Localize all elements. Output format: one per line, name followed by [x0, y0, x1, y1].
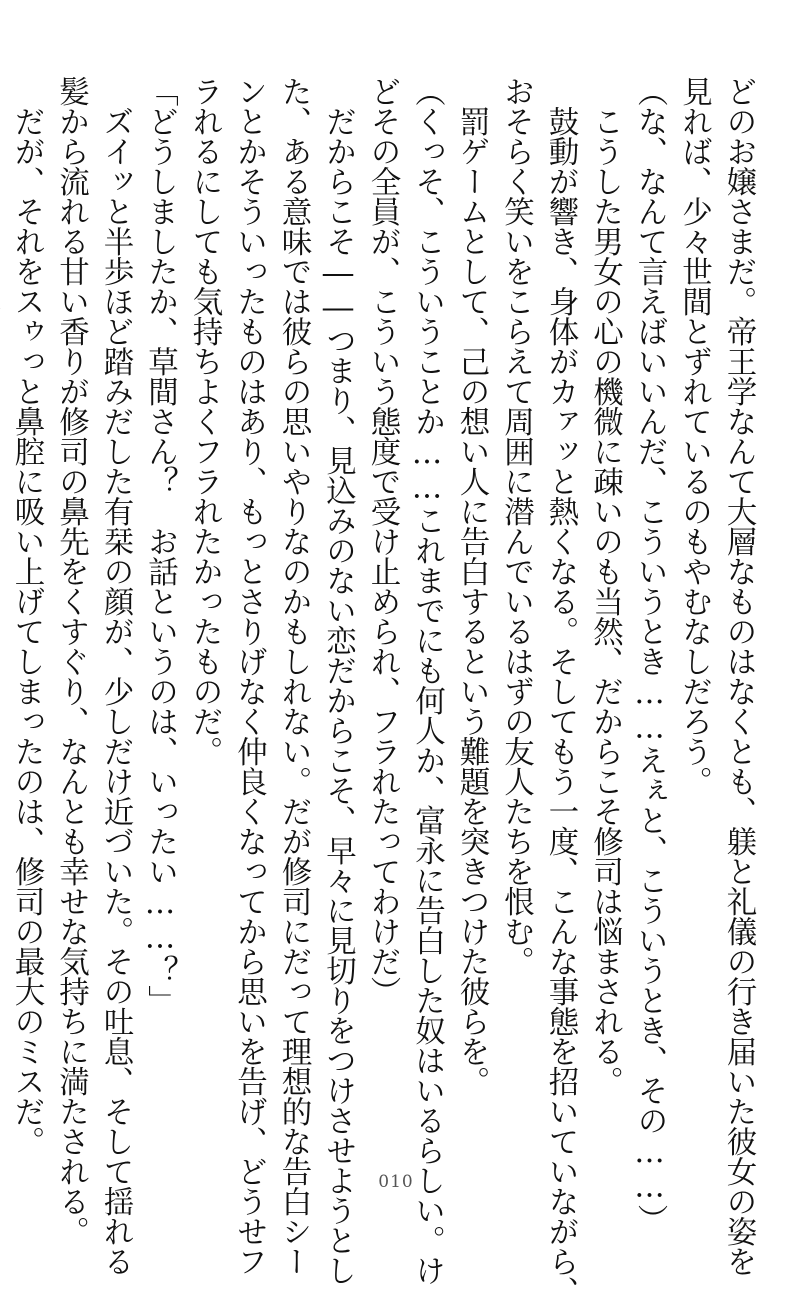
text-line: 「どうしましたか、草間さん？ お話というのは、いったい……？」	[142, 76, 178, 1015]
text-line: こうした男女の心の機微に疎いのも当然、だからこそ修司は悩まされる。	[587, 76, 623, 1096]
text-line: （な、なんて言えばいいんだ、こういうとき……えぇと、こういうとき、その……）	[632, 76, 667, 1234]
text-line: だからこそ――つまり、見込みのない恋だからこそ、早々に見切りをつけさせようとし	[320, 76, 356, 1285]
text-line: 見れば、少々世間とずれているのもやむなしだろう。	[676, 76, 712, 796]
text-line: どのお嬢さまだ。帝王学なんて大層なものはなくとも、躾と礼儀の行き届いた彼女の姿を	[721, 76, 756, 1276]
text-line: 罰ゲームとして、己の想い人に告白するという難題を突きつけた彼らを。	[454, 76, 489, 1096]
text-line: どその全員が、こういう態度で受け止められ、フラれたってわけだ）	[365, 76, 400, 1006]
text-line: ズイッと半歩ほど踏みだした有栞の顔が、少しだけ近づいた。その吐息、そして揺れる	[98, 76, 133, 1276]
text-line: だが、それをスゥっと鼻腔に吸い上げてしまったのは、修司の最大のミスだ。	[9, 76, 44, 1156]
text-line: ンとかそういったものはあり、もっとさりげなく仲良くなってから思いを告げ、どうせフ	[231, 76, 267, 1276]
text-line: ラれるにしても気持ちよくフラれたかったものだ。	[187, 76, 222, 766]
text-line: た、ある意味では彼らの思いやりなのかもしれない。だが修司にだって理想的な告白シー	[276, 76, 311, 1276]
text-line: （くっそ、こういうことか……これまでにも何人か、富永に告白した奴はいるらしい。け	[409, 76, 445, 1285]
text-line: おそらく笑いをこらえて周囲に潜んでいるはずの友人たちを恨む。	[498, 76, 534, 976]
text-line: 髪から流れる甘い香りが修司の鼻先をくすぐり、なんとも幸せな気持ちに満たされる。	[53, 76, 89, 1246]
text-line	[0, 76, 4, 1136]
page-number: 010	[378, 1172, 414, 1192]
text-line: 鼓動が響き、身体がカァッと熱くなる。そしてもう一度、こんな事態を招いていながら、	[543, 76, 578, 1306]
